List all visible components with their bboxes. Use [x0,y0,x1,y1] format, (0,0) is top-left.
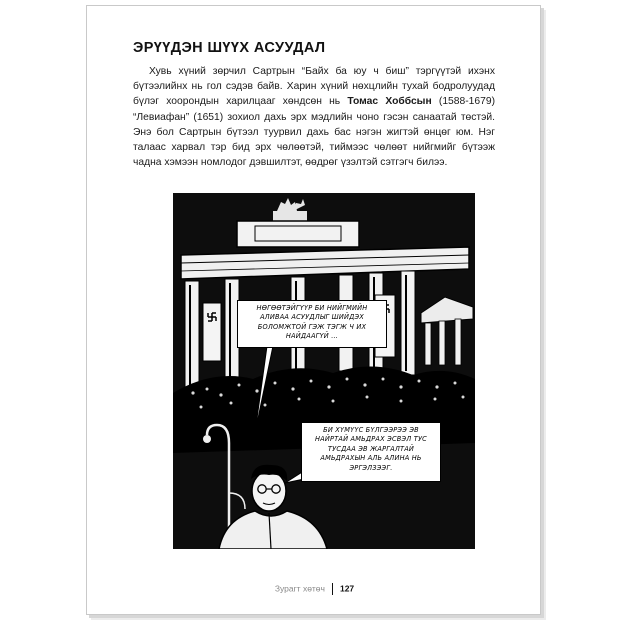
comic-artwork [173,193,475,549]
paragraph-part-2: (1588-1679) “Левиафан” (1651) зохиол дахь эрх мэдлийн чоно гэсэн санаатай төстэй. Энэ бол Сартрын бүтээл туурвил дахь бас нэгэн жигтэй өнцөг юм. Нэг талаас харвал тэр бид эрх чөлөөтэй, тиймээс чөлөөт нийгмийг бүтээж чадна хэмээн номлодог дэвшилтэт, өөдрөг үзэлтэй сэтгэгч билээ. [133,96,496,169]
speech-bubble-bottom: БИ ХҮМҮҮС БҮЛГЭЭРЭЭ ЭВ НАЙРТАЙ АМЬДРАХ ЭСВЭЛ ТУС ТУСДАА ЭВ ЖАРГАЛТАЙ АМЬДРАХЫН АЛЬ АЛИНА НЬ ЭРГЭЛЗЭЭГ. [301,422,441,482]
page-number: 127 [339,583,355,594]
banner-left [203,303,221,361]
paragraph-part-1: Хувь хүний зөрчил Сартрын “Байх ба юу ч биш” тэргүүтэй ихэнх бүтээлийнх нь гол сэдэв байв. Харин хүний нөхцлийн тухай бодролуудад бүлэг хоорондын харилцааг хөндсөн нь [133,66,495,108]
body-paragraph [133,64,495,170]
book-page [86,5,541,615]
footer-separator [332,583,333,595]
comic-illustration [173,193,475,549]
footer-section-name: Зурагт хөтөч [274,583,325,594]
section-heading: ЭРҮҮДЭН ШҮҮХ АСУУДАЛ [133,40,326,56]
page-footer [87,583,542,595]
speech-bubble-top: НӨГӨӨТЭЙГҮҮР БИ НИЙГМИЙН АЛИВАА АСУУДЛЫГ ШИЙДЭХ БОЛОМЖТОЙ ГЭЖ ТЭГЖ Ч ИХ НАЙДААГҮЙ ... [237,300,387,348]
author-name: Томас Хоббсын [347,96,432,108]
